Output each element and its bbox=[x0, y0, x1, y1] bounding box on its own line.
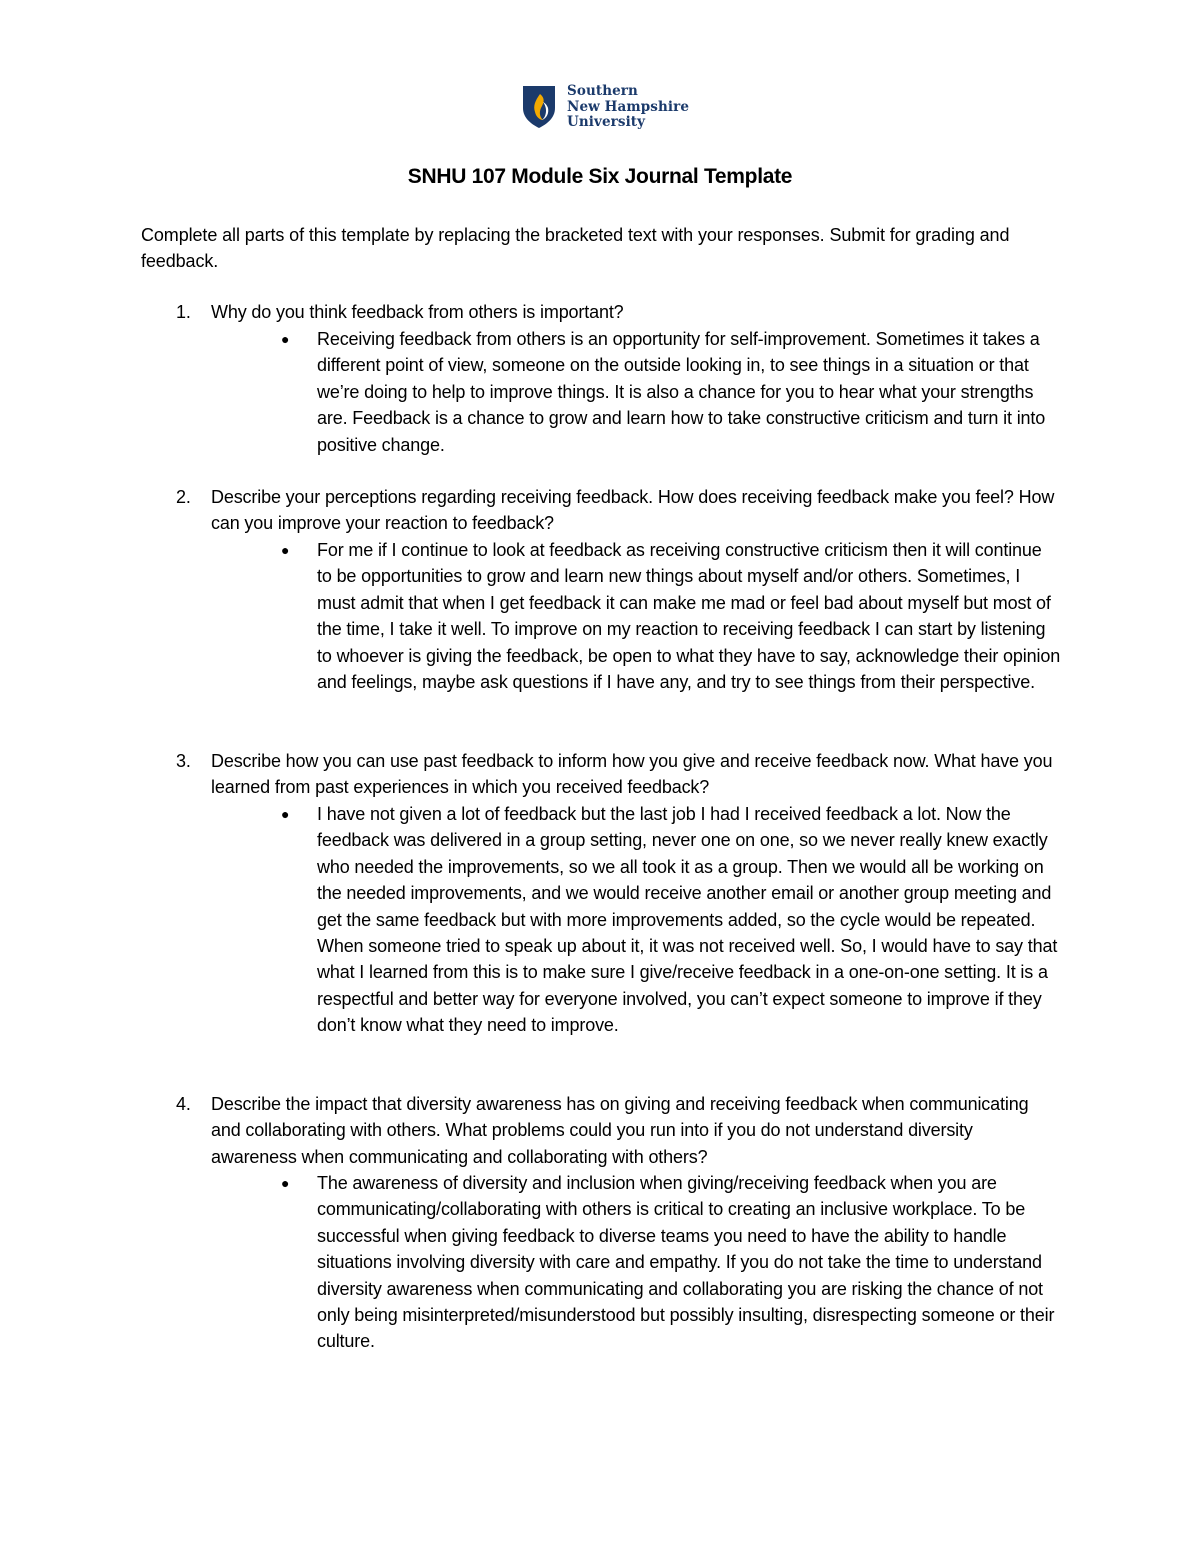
answer-text: I have not given a lot of feedback but the last job I had I received feedback a lot. Now the feedback was delivered in a group setting, never one on one, so we never really knew exactly who needed the improvements, so we all took it as a group. Then we would all be working on the needed improvements, and we would receive another email or another group meeting and get the same feedback but with more improvements added, so the cycle would be repeated. When someone tried to speak up about it, it was not received well. So, I would have to say that what I learned from this is to make sure I give/receive feedback in a one-on-one setting. It is a respectful and better way for everyone involved, you can’t expect someone to improve if they don’t know what they need to improve. bbox=[317, 804, 1058, 1036]
question-number: 1. bbox=[176, 302, 191, 322]
question-text: Describe the impact that diversity awareness has on giving and receiving feedback when communicating and collaborating with others. What problems could you run into if you do not understand diversity awareness when communicating and collaborating with others? bbox=[211, 1094, 1029, 1167]
logo-line-new-hampshire: New Hampshire bbox=[567, 98, 690, 115]
bullet-icon: ● bbox=[281, 806, 290, 822]
intro-paragraph: Complete all parts of this template by replacing the bracketed text with your responses. Submit for grading and feedback. bbox=[141, 225, 1010, 272]
shield-flame-icon bbox=[521, 84, 561, 130]
logo-line-university: University bbox=[567, 114, 646, 130]
snhu-logo bbox=[521, 84, 691, 132]
bullet-icon: ● bbox=[281, 542, 290, 558]
bullet-icon: ● bbox=[281, 331, 290, 347]
question-number: 3. bbox=[176, 751, 191, 771]
question-number: 2. bbox=[176, 487, 191, 507]
question-text: Describe your perceptions regarding receiving feedback. How does receiving feedback make you feel? How can you improve your reaction to feedback? bbox=[211, 487, 1055, 534]
answer-text: For me if I continue to look at feedback as receiving constructive criticism then it will continue to be opportunities to grow and learn new things about myself and/or others. Sometimes, I must admit that when I get feedback it can make me mad or feel bad about myself but most of the time, I take it well. To improve on my reaction to receiving feedback I can start by listening to whoever is giving the feedback, be open to what they have to say, acknowledge their opinion and feelings, maybe ask questions if I have any, and try to see things from their perspective. bbox=[317, 540, 1061, 693]
answer-text: The awareness of diversity and inclusion when giving/receiving feedback when you are communicating/collaborating with others is critical to creating an inclusive workplace. To be successful when giving feedback to diverse teams you need to have the ability to handle situations involving diversity with care and empathy. If you do not take the time to understand diversity awareness when communicating and collaborating you are risking the chance of not only being misinterpreted/misunderstood but possibly insulting, disrespecting someone or their culture. bbox=[317, 1173, 1055, 1352]
question-number: 4. bbox=[176, 1094, 191, 1114]
bullet-icon: ● bbox=[281, 1175, 290, 1191]
logo-line-southern: Southern bbox=[567, 83, 638, 99]
document-title: SNHU 107 Module Six Journal Template bbox=[407, 165, 793, 188]
university-name bbox=[567, 84, 689, 131]
question-text: Describe how you can use past feedback to inform how you give and receive feedback now. What have you learned from past experiences in which you received feedback? bbox=[211, 751, 1053, 798]
answer-text: Receiving feedback from others is an opportunity for self-improvement. Sometimes it takes a different point of view, someone on the outside looking in, to see things in a situation or that we’re doing to help to improve things. It is also a chance for you to hear what your strengths are. Feedback is a chance to grow and learn how to take constructive criticism and turn it into positive change. bbox=[317, 329, 1046, 455]
question-text: Why do you think feedback from others is important? bbox=[211, 302, 624, 322]
